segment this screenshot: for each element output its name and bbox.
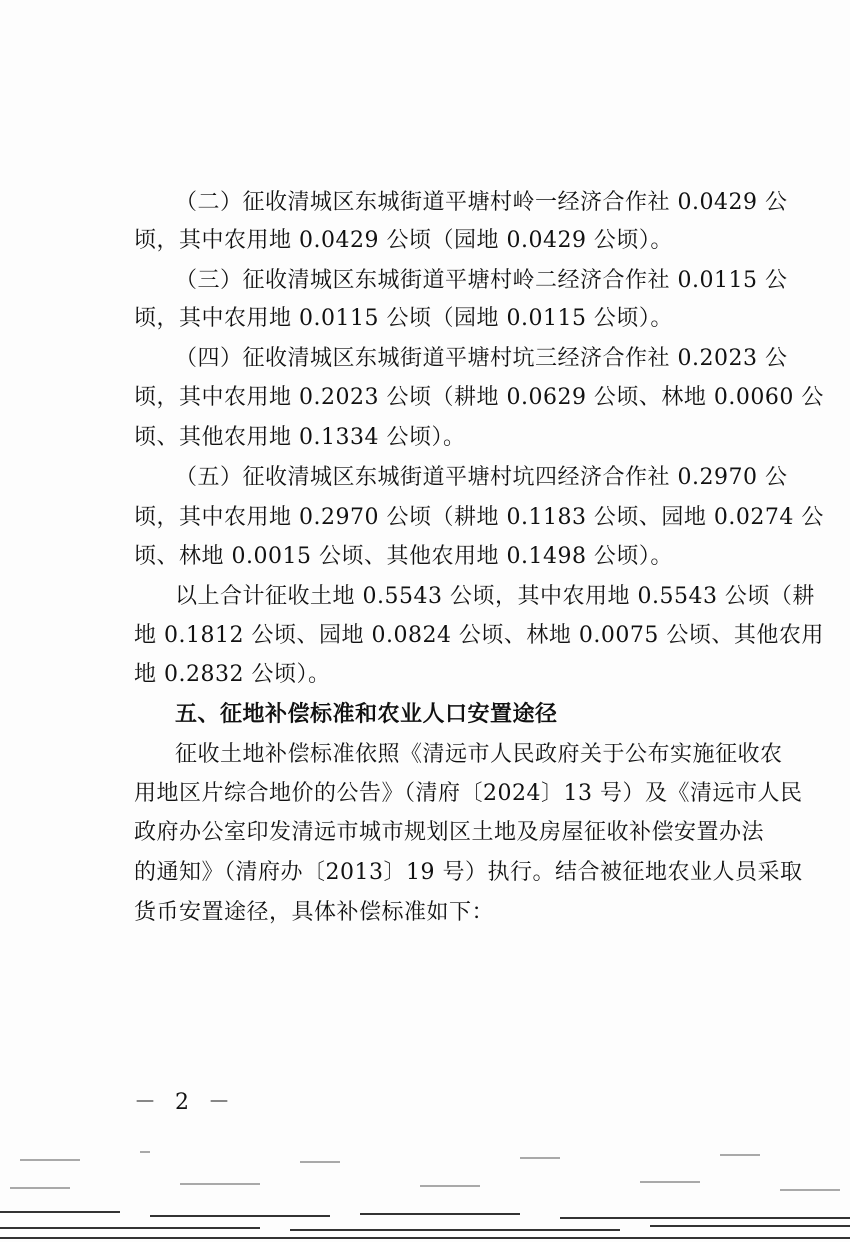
paragraph-line: 征收土地补偿标准依照《清远市人民政府关于公布实施征收农 xyxy=(175,742,783,767)
page-number: － 2 － xyxy=(134,1090,236,1115)
section-heading: 五、征地补偿标准和农业人口安置途径 xyxy=(175,702,558,727)
paragraph-line: 政府办公室印发清远市城市规划区土地及房屋征收补偿安置办法 xyxy=(134,820,765,845)
paragraph-line: 顷、其他农用地 0.1334 公顷）。 xyxy=(134,425,466,450)
scan-artifact xyxy=(0,1140,850,1242)
paragraph-line: （五）征收清城区东城街道平塘村坑四经济合作社 0.2970 公 xyxy=(175,465,788,490)
paragraph-line: 顷、林地 0.0015 公顷、其他农用地 0.1498 公顷）。 xyxy=(134,544,673,569)
paragraph-line: 地 0.2832 公顷）。 xyxy=(134,662,331,687)
paragraph-line: （四）征收清城区东城街道平塘村坑三经济合作社 0.2023 公 xyxy=(175,346,788,371)
paragraph-line: 顷，其中农用地 0.2023 公顷（耕地 0.0629 公顷、林地 0.0060 公 xyxy=(134,385,824,410)
paragraph-line: 用地区片综合地价的公告》（清府〔2024〕13 号）及《清远市人民 xyxy=(134,781,803,806)
paragraph-line: 顷，其中农用地 0.0429 公顷（园地 0.0429 公顷）。 xyxy=(134,228,673,253)
paragraph-line: 顷，其中农用地 0.2970 公顷（耕地 0.1183 公顷、园地 0.0274 公 xyxy=(134,505,824,530)
paragraph-line: 以上合计征收土地 0.5543 公顷，其中农用地 0.5543 公顷（耕 xyxy=(175,584,815,609)
paragraph-line: 的通知》（清府办〔2013〕19 号）执行。结合被征地农业人员采取 xyxy=(134,860,803,885)
paragraph-line: 地 0.1812 公顷、园地 0.0824 公顷、林地 0.0075 公顷、其他农用 xyxy=(134,623,824,648)
paragraph-line: 顷，其中农用地 0.0115 公顷（园地 0.0115 公顷）。 xyxy=(134,306,673,331)
paragraph-line: （三）征收清城区东城街道平塘村岭二经济合作社 0.0115 公 xyxy=(175,268,788,293)
paragraph-line: （二）征收清城区东城街道平塘村岭一经济合作社 0.0429 公 xyxy=(175,190,788,215)
paragraph-line: 货币安置途径，具体补偿标准如下： xyxy=(134,900,495,925)
